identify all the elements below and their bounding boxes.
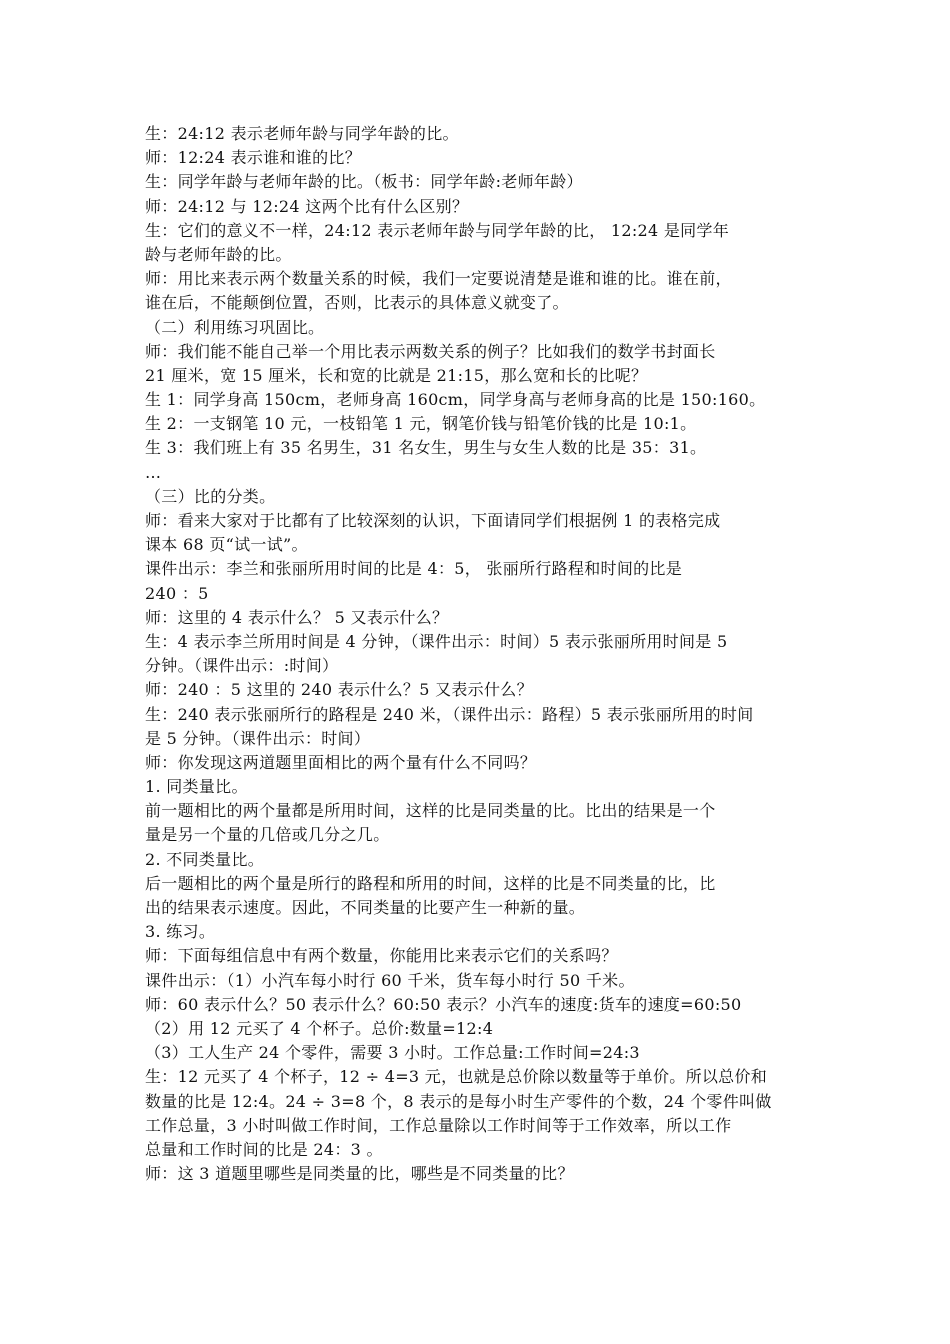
text-line: 龄与老师年龄的比。 xyxy=(145,244,292,264)
text-line: 出的结果表示速度。因此，不同类量的比要产生一种新的量。 xyxy=(145,898,586,917)
text-line: 前一题相比的两个量都是所用时间，这样的比是同类量的比。比出的结果是一个 xyxy=(145,801,716,821)
text-line: 总量和工作时间的比是 24：3 。 xyxy=(145,1139,383,1159)
text-line: 后一题相比的两个量是所行的路程和所用的时间，这样的比是不同类量的比，比 xyxy=(145,873,716,893)
text-line: 分钟。（课件出示：:时间） xyxy=(145,656,339,676)
text-line: （三）比的分类。 xyxy=(145,486,276,506)
text-line: 课件出示：（1）小汽车每小时行 60 千米，货车每小时行 50 千米。 xyxy=(145,970,635,990)
text-line: （2）用 12 元买了 4 个杯子。总价:数量=12:4 xyxy=(145,1018,494,1038)
text-line: 师：这 3 道题里哪些是同类量的比，哪些是不同类量的比？ xyxy=(145,1164,574,1184)
text-line: 师：这里的 4 表示什么？ 5 又表示什么？ xyxy=(145,607,449,627)
text-line: 生 1：同学身高 150cm，老师身高 160cm，同学身高与老师身高的比是 150:160。 xyxy=(145,390,766,410)
text-line: （二）利用练习巩固比。 xyxy=(145,317,325,337)
text-line: 课件出示：李兰和张丽所用时间的比是 4：5， 张丽所行路程和时间的比是 xyxy=(145,559,683,579)
text-line: 生：同学年龄与老师年龄的比。（板书：同学年龄:老师年龄） xyxy=(145,172,583,192)
text-line: 谁在后，不能颠倒位置，否则，比表示的具体意义就变了。 xyxy=(145,293,569,313)
text-line: 240 ：5 xyxy=(145,583,209,603)
text-line: 生：240 表示张丽所行的路程是 240 米，（课件出示：路程）5 表示张丽所用的时间 xyxy=(145,704,754,724)
text-line: 21 厘米，宽 15 厘米，长和宽的比就是 21:15，那么宽和长的比呢？ xyxy=(145,365,648,385)
text-line: 师：60 表示什么？50 表示什么？60:50 表示？小汽车的速度:货车的速度=60:50 xyxy=(145,994,742,1014)
text-line: 师：12:24 表示谁和谁的比？ xyxy=(145,148,361,168)
text-line: 师：下面每组信息中有两个数量，你能用比来表示它们的关系吗？ xyxy=(145,946,618,966)
text-line: 生 2：一支钢笔 10 元，一枝铅笔 1 元，钢笔价钱与铅笔价钱的比是 10:1。 xyxy=(145,414,697,434)
text-line: 工作总量，3 小时叫做工作时间，工作总量除以工作时间等于工作效率，所以工作 xyxy=(145,1115,732,1135)
text-line: 1. 同类量比。 xyxy=(145,777,248,797)
text-line: 2. 不同类量比。 xyxy=(145,849,265,869)
text-line: 生：它们的意义不一样，24:12 表示老师年龄与同学年龄的比， 12:24 是同学年 xyxy=(145,220,730,240)
text-line: … xyxy=(145,462,162,482)
text-line: 生：4 表示李兰所用时间是 4 分钟，（课件出示：时间）5 表示张丽所用时间是 5 xyxy=(145,631,728,651)
text-line: 数量的比是 12:4。24 ÷ 3=8 个，8 表示的是每小时生产零件的个数，24 个零件叫做 xyxy=(145,1091,772,1111)
document-body xyxy=(145,122,810,1186)
text-line: 量是另一个量的几倍或几分之几。 xyxy=(145,825,390,845)
text-line: 师：我们能不能自己举一个用比表示两数关系的例子？比如我们的数学书封面长 xyxy=(145,341,716,361)
text-line: 生 3：我们班上有 35 名男生，31 名女生，男生与女生人数的比是 35：31。 xyxy=(145,438,707,458)
text-line: 师：24:12 与 12:24 这两个比有什么区别？ xyxy=(145,196,469,216)
text-line: 生：12 元买了 4 个杯子，12 ÷ 4=3 元，也就是总价除以数量等于单价。所以总价和 xyxy=(145,1067,768,1087)
text-line: （3）工人生产 24 个零件，需要 3 小时。工作总量:工作时间=24:3 xyxy=(145,1043,640,1063)
text-line: 师：你发现这两道题里面相比的两个量有什么不同吗？ xyxy=(145,752,537,772)
text-line: 是 5 分钟。（课件出示：时间） xyxy=(145,728,371,748)
text-line: 师：用比来表示两个数量关系的时候，我们一定要说清楚是谁和谁的比。谁在前， xyxy=(145,269,732,289)
text-line: 师：看来大家对于比都有了比较深刻的认识，下面请同学们根据例 1 的表格完成 xyxy=(145,511,721,530)
text-line: 3. 练习。 xyxy=(145,922,216,942)
text-line: 师：240 ：5 这里的 240 表示什么？5 又表示什么？ xyxy=(145,680,533,700)
text-line: 生：24:12 表示老师年龄与同学年龄的比。 xyxy=(145,124,459,143)
text-line: 课本 68 页“试一试”。 xyxy=(145,535,308,555)
